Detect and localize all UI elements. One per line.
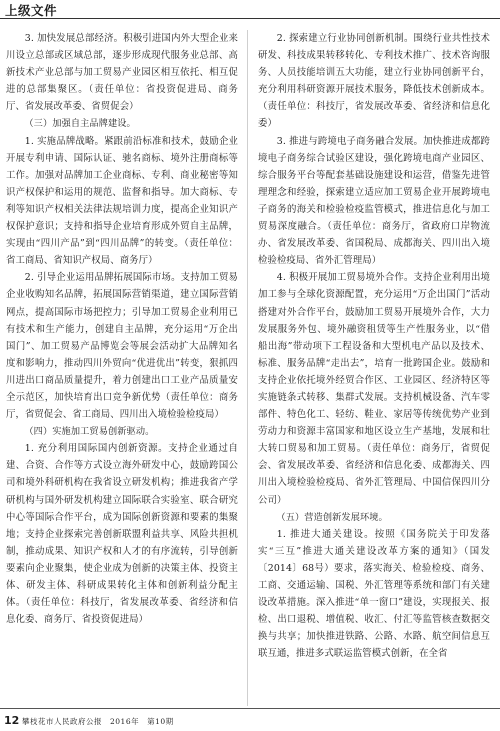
paragraph: 1. 实施品牌战略。紧跟前沿标准和技术，鼓励企业开展专利申请、国际认证、驰名商标、境外注册商标等工作。加强对品牌加工企业商标、专利、商业秘密等知识产权保护和运用的规范、监督和指导。加大商标、专利等知识产权相关法律法规培训力度，提高企业知识产权保护意识；支持和指导企业培育形成外贸自主品牌，实现由“四川产品”到“四川品牌”的转变。（责任单位：省工商局、省知识产权局、商务厅） [6,135,238,267]
column-divider [247,30,248,706]
left-column [6,30,238,628]
paragraph: 3. 加快发展总部经济。积极引进国内外大型企业来川设立总部或区域总部，逐步形成现代服务业总部、高新技术产业总部与加工贸易产业园区相互依托、相互促进的总部集聚区。（责任单位：省投资促进局、商务厅、省发展改革委、省贸促会） [6,33,238,113]
page-number: 12 [4,714,20,727]
footer-rule [0,708,500,709]
paragraph: 1. 推进大通关建设。按照《国务院关于印发落实“三互”推进大通关建设改革方案的通知》（国发〔2014〕68号）要求，落实海关、检验检疫、商务、工商、交通运输、国税、外汇管理等系统和部门有关建设改革措施。深入推进“单一窗口”建设，实现报关、报检、出口退税、增值税、收汇、付汇等监管核查数据交换与共享；加快推进铁路、公路、水路、航空间信息互联互通，推进多式联运监管模式创新，在全省 [258,528,490,660]
paragraph: 1. 充分利用国际国内创新资源。支持企业通过自建、合资、合作等方式设立海外研发中心，鼓励跨国公司和境外科研机构在我省设立研发机构；推进我省产学研机构与国外研发机构建立国际联合实验室、联合研究中心等国际合作平台，成为国际创新资源和要素的集聚地；支持企业探索完善创新联盟利益共享、风险共担机制，推动成果、知识产权和人才的有序流转，引导创新要素向企业聚集，使企业成为创新的决策主体、投资主体、研发主体、科研成果转化主体和创新利益分配主体。（责任单位：科技厅，省发展改革委、省经济和信息化委、商务厅、省投资促进局） [6,443,238,626]
page-footer [0,708,500,731]
header-rule [0,18,500,19]
paragraph: （四）实施加工贸易创新驱动。 [24,426,155,438]
section-title: 上级文件 [5,3,58,18]
page-header [0,0,500,22]
paragraph: （五）营造创新发展环境。 [276,511,388,523]
paragraph: 2. 探索建立行业协同创新机制。围绕行业共性技术研发、科技成果转移转化、专利技术推广、技术咨询服务、人员技能培训五大功能，建立行业协同创新平台，充分利用科研资源开展技术服务，降低技术创新成本。（责任单位：科技厅，省发展改革委、省经济和信息化委） [258,33,490,130]
journal-title: 攀枝花市人民政府公报 2016年 第10期 [22,717,174,726]
paragraph: 2. 引导企业运用品牌拓展国际市场。支持加工贸易企业收购知名品牌，拓展国际营销渠道，建立国际营销网点，提高国际市场把控力；引导加工贸易企业利用已有技术和生产能力，创建自主品牌，充分运用“万企出国门”、加工贸易产品博览会等展会活动扩大品牌知名度和影响力，推动四川外贸向“优进优出”转变，狠抓四川进出口商品质量提升，着力创建出口工业产品质量安全示范区，加快培育出口竞争新优势（责任单位：商务厅，省贸促会、省工商局、四川出入境检验检疫局） [6,272,238,421]
right-column [258,30,490,662]
paragraph: 3. 推进与跨境电子商务融合发展。加快推进成都跨境电子商务综合试验区建设，强化跨境电商产业园区、综合服务平台等配套基础设施建设和运营，借鉴先进管理理念和经验，探索建立适应加工贸易企业开展跨境电子商务的海关和检验检疫监管模式，推进信息化与加工贸易深度融合。（责任单位：商务厅，省政府口岸物流办、省发展改革委、省国税局、成都海关、四川出入境检验检疫局、省外汇管理局） [258,135,490,267]
paragraph: （三）加强自主品牌建设。 [24,118,136,130]
paragraph: 4. 积极开展加工贸易境外合作。支持企业利用出境加工参与全球化资源配置，充分运用“万企出国门”活动搭建对外合作平台，鼓励加工贸易开展境外合作，大力发展服务外包、境外融资租赁等生产性服务业，以“借船出海”带动项下工程设备和大型机电产品以及技术、标准、服务品牌“走出去”，培育一批跨国企业。鼓励和支持企业依托境外经贸合作区、工业园区、经济特区等实施链条式转移、集群式发展。支持机械设备、汽车零部件、特色化工、轻纺、鞋业、家居等传统优势产业到劳动力和资源丰富国家和地区设立生产基地，发展和壮大转口贸易和加工贸易。（责任单位：商务厅，省贸促会、省发展改革委、省经济和信息化委、成都海关、四川出入境检验检疫局、省外汇管理局、中国信保四川分公司） [258,272,490,506]
